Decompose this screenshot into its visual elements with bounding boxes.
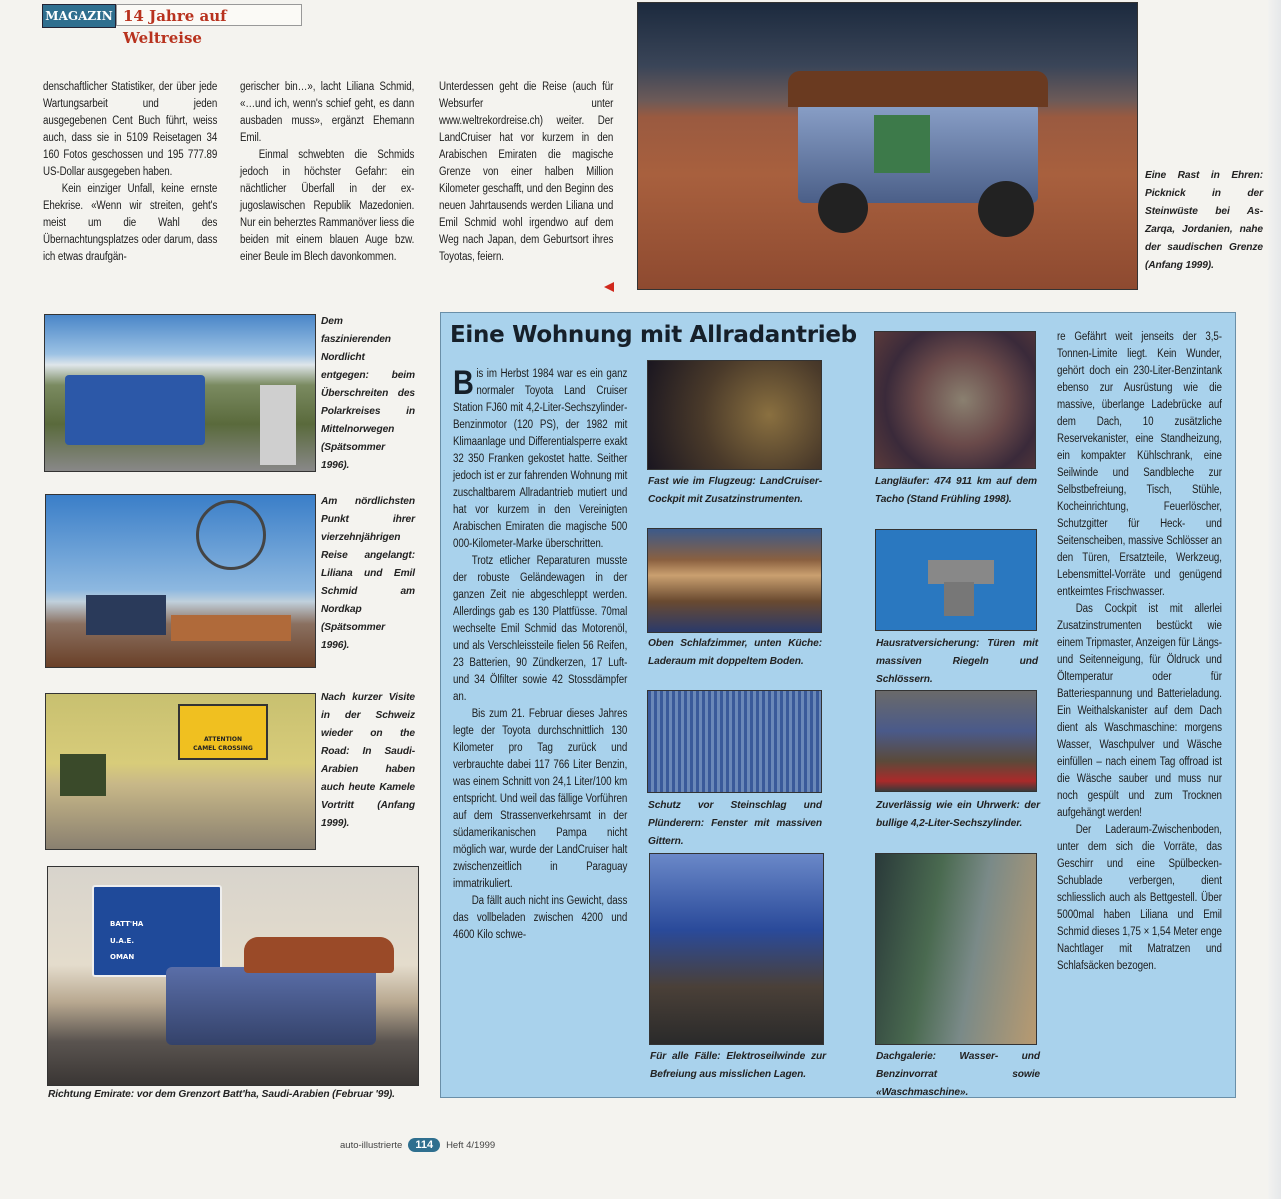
photo-saudi-camel-sign — [45, 693, 316, 850]
caption-top-photo: Eine Rast in Ehren: Picknick in der Steinwüste bei As-Zarqa, Jordanien, nahe der saudischen Grenze (Anfang 1999). — [1145, 170, 1263, 271]
page-footer — [340, 1138, 495, 1152]
photo-emirate-border — [47, 866, 419, 1086]
paragraph: re Gefährt weit jenseits der 3,5-Tonnen-Limite liegt. Kein Wunder, gehört doch ein 230-Liter-Benzintank ebenso zur Ausrüstung wie die massive, überlange Ladebrücke auf dem Dach, 10 zusätzliche Reservekanister, eine Standheizung, ein kompakter Kühlschrank, eine Seilwinde und Sandbleche zur Selbstbefreiung, Tisch, Stühle, Kocheinrichtung, Feuerlöscher, Schutzgitter für Heck- und Seitenscheiben, massive Schlösser an den Türen, Ersatzteile, Werkzeug, Lebensmittel-Vorräte und genügend entkeimtes Frischwasser. — [1057, 331, 1222, 598]
photo-desert-picnic — [637, 2, 1138, 290]
caption-dachgalerie: Dachgalerie: Wasser- und Benzinvorrat sowie «Waschmaschine». — [876, 1051, 1040, 1098]
wheel — [978, 181, 1034, 237]
article-title: 14 Jahre auf Weltreise — [116, 4, 302, 26]
paragraph: Bis zum 21. Februar dieses Jahres legte der Toyota durchschnittlich 130 Kilometer pro Tag zurück und verbrauchte dabei 117 766 Liter Benzin, was einem Schnitt von 24,1 Liter/100 km entspricht. Und weil das fällige Vorführen auf dem Strassenverkehrsamt in der südamerikanischen Pampa nicht möglich war, wurde der LandCruiser halt zwischenzeitlich in Paraguay immatrikuliert. — [453, 708, 628, 890]
paragraph: Kein einziger Unfall, keine ernste Ehekrise. «Wenn wir streiten, geht's meist um die Wahl des Übernachtungsplatzes oder darum, dass ich etwas draufgän- — [43, 183, 218, 263]
page-number: 114 — [408, 1138, 440, 1152]
sign-text: OMAN — [110, 953, 135, 961]
sign-text: BATT'HA — [110, 920, 144, 928]
monument — [260, 385, 296, 465]
issue: Heft 4/1999 — [446, 1139, 496, 1151]
caption-cockpit: Fast wie im Flugzeug: LandCruiser-Cockpit mit Zusatzinstrumenten. — [648, 476, 822, 505]
landcruiser-shape — [65, 375, 205, 445]
paragraph: gerischer bin…», lacht Liliana Schmid, «…und ich, wenn's schief geht, es dann ausbaden muss», ergänzt Ehemann Emil. — [240, 81, 415, 144]
padlock-icon — [944, 582, 974, 616]
paragraph: Der Laderaum-Zwischenboden, unter dem sich die Vorräte, das Geschirr und eine Spülbecken-Schublade verbergen, dient schliesslich auch als Bettgestell. Über 5000mal haben Liliana und Emil Schmid dieses 1,75 × 1,54 Meter enge Nachtlager mit Matratzen und Schlafsäcken bezogen. — [1057, 824, 1222, 972]
intro-column-1 — [43, 79, 217, 266]
paragraph: Das Cockpit ist mit allerlei Zusatzinstrumenten bestückt wie einem Tripmaster, Anzeigen für Längs- und Seitenneigung, für Öldruck und Öltemperatur oder für Batteriespannung und Batterieladung. Ein Weithalskanister auf dem Dach dient als Waschmaschine: morgens Wasser, Waschpulver und Wäsche einfüllen – nach einem Tag offroad ist die Wäsche sauber und muss nur noch gespült und zum Trocknen aufgehängt werden! — [1057, 603, 1222, 819]
wheel — [818, 183, 868, 233]
paragraph: Einmal schwebten die Schmids jedoch in höchster Gefahr: ein nächtlicher Überfall in der ex-jugoslawischen Republik Mazedonien. Nur ein beherztes Rammanöver liess die beiden mit einem blauen Auge bzw. einer Beule im Blech davonkommen. — [240, 149, 415, 263]
paragraph: denschaftlicher Statistiker, der über jede Wartungsarbeit und jeden ausgegebenen Cent Buch führt, weiss auch, dass sie in 5109 Reisetagen 34 160 Fotos geschossen und 195 777.89 US-Dollar ausgegeben haben. — [43, 81, 218, 178]
caption-polar: Dem faszinierenden Nordlicht entgegen: beim Überschreiten des Polarkreises in Mittelnorwegen (Spätsommer 1996). — [321, 316, 415, 471]
roof-load — [244, 937, 394, 973]
photo-seilwinde — [649, 853, 824, 1045]
landcruiser-shape — [86, 595, 166, 635]
photo-nordkap — [45, 494, 316, 668]
magazine-name: auto-illustrierte — [340, 1139, 403, 1151]
caption-laderaum: Oben Schlafzimmer, unten Küche: Laderaum mit doppeltem Boden. — [648, 638, 822, 667]
photo-cockpit — [647, 360, 822, 470]
lock-icon — [928, 560, 994, 584]
photo-dachgalerie — [875, 853, 1037, 1045]
photo-schloss — [875, 529, 1037, 631]
landcruiser-shape — [60, 754, 106, 796]
paragraph: Trotz etlicher Reparaturen musste der robuste Geländewagen in der ganzen Zeit nie abgeschleppt werden. Allerdings gab es 130 Plattfüsse. 70mal wechselte Emil Schmid das Motorenöl, und als Verschleissteile fielen 56 Reifen, 23 Batterien, 90 Zündkerzen, 17 Luft- und 34 Ölfilter sowie 42 Stossdämpfer an. — [453, 555, 628, 703]
intro-column-2 — [240, 79, 414, 266]
paragraph: Unterdessen geht die Reise (auch für Websurfer unter www.weltrekordreise.ch) weiter. Der LandCruiser hat vor kurzem in den Arabischen Emiraten die magische Grenze von einer halben Million Kilometer geschafft, und den Beginn des neuen Jahrtausends werden Liliana und Emil Schmid wohl irgendwo auf dem Weg nach Japan, dem Geburtsort ihres Toyotas, feiern. — [439, 81, 614, 263]
paragraph: Da fällt auch nicht ins Gewicht, dass das vollbeladen zwischen 4200 und 4600 Kilo schwe- — [453, 895, 628, 941]
box-title: Eine Wohnung mit Allradantrieb — [450, 322, 857, 348]
box-column-4 — [1057, 329, 1222, 975]
caption-gitter: Schutz vor Steinschlag und Plünderern: Fenster mit massiven Gittern. — [648, 800, 822, 847]
drop-cap: B — [453, 364, 474, 402]
caption-motor: Zuverlässig wie ein Uhrwerk: der bullige 4,2-Liter-Sechszylinder. — [876, 800, 1040, 829]
globe-monument — [196, 500, 266, 570]
page-edge — [1268, 0, 1281, 1199]
direction-sign — [92, 885, 222, 977]
caption-saudi: Nach kurzer Visite in der Schweiz wieder on the Road: In Saudi-Arabien haben auch heute Kamele Vortritt (Anfang 1999). — [321, 692, 415, 829]
caption-schloss: Hausratversicherung: Türen mit massiven Riegeln und Schlössern. — [876, 638, 1038, 685]
box-column-1 — [453, 366, 627, 944]
caption-tacho: Langläufer: 474 911 km auf dem Tacho (Stand Frühling 1998). — [875, 476, 1037, 505]
caption-seilwinde: Für alle Fälle: Elektroseilwinde zur Befreiung aus misslichen Lagen. — [650, 1051, 826, 1080]
photo-motor — [875, 690, 1037, 792]
monument-base — [171, 615, 291, 641]
photo-polar-circle — [44, 314, 316, 472]
towel — [874, 115, 930, 173]
end-mark-icon — [604, 282, 614, 292]
caption-nordkap: Am nördlichsten Punkt ihrer vierzehnjährigen Reise angelangt: Liliana und Emil Schmid am Nordkap (Spätsommer 1996). — [321, 496, 415, 651]
paragraph — [453, 366, 627, 553]
photo-gitter — [647, 690, 822, 793]
intro-column-3 — [439, 79, 613, 266]
paragraph-text: is im Herbst 1984 war es ein ganz normaler Toyota Land Cruiser Station FJ60 mit 4,2-Liter-Sechszylinder-Benzinmotor (120 PS), der 1982 mit Klimaanlage und Differentialsperre exakt 32 350 Franken gekostet hatte. Seither jedoch ist er zur fahrenden Wohnung mit zuschaltbarem Allradantrieb mutiert und hat vor kurzem in den Vereinigten Arabischen Emiraten die magische 500 000-Kilometer-Marke überschritten. — [453, 368, 628, 550]
landcruiser-shape — [166, 967, 376, 1045]
photo-laderaum — [647, 528, 822, 633]
sign-text: CAMEL CROSSING — [193, 745, 253, 752]
photo-tacho — [874, 331, 1036, 469]
sign-text: U.A.E. — [110, 937, 134, 945]
caption-emirate: Richtung Emirate: vor dem Grenzort Batt'ha, Saudi-Arabien (Februar '99). — [48, 1089, 395, 1100]
camel-crossing-sign — [178, 704, 268, 760]
sign-text: ATTENTION — [203, 736, 243, 743]
section-tag: MAGAZIN — [42, 4, 116, 28]
roof-load — [788, 71, 1048, 107]
